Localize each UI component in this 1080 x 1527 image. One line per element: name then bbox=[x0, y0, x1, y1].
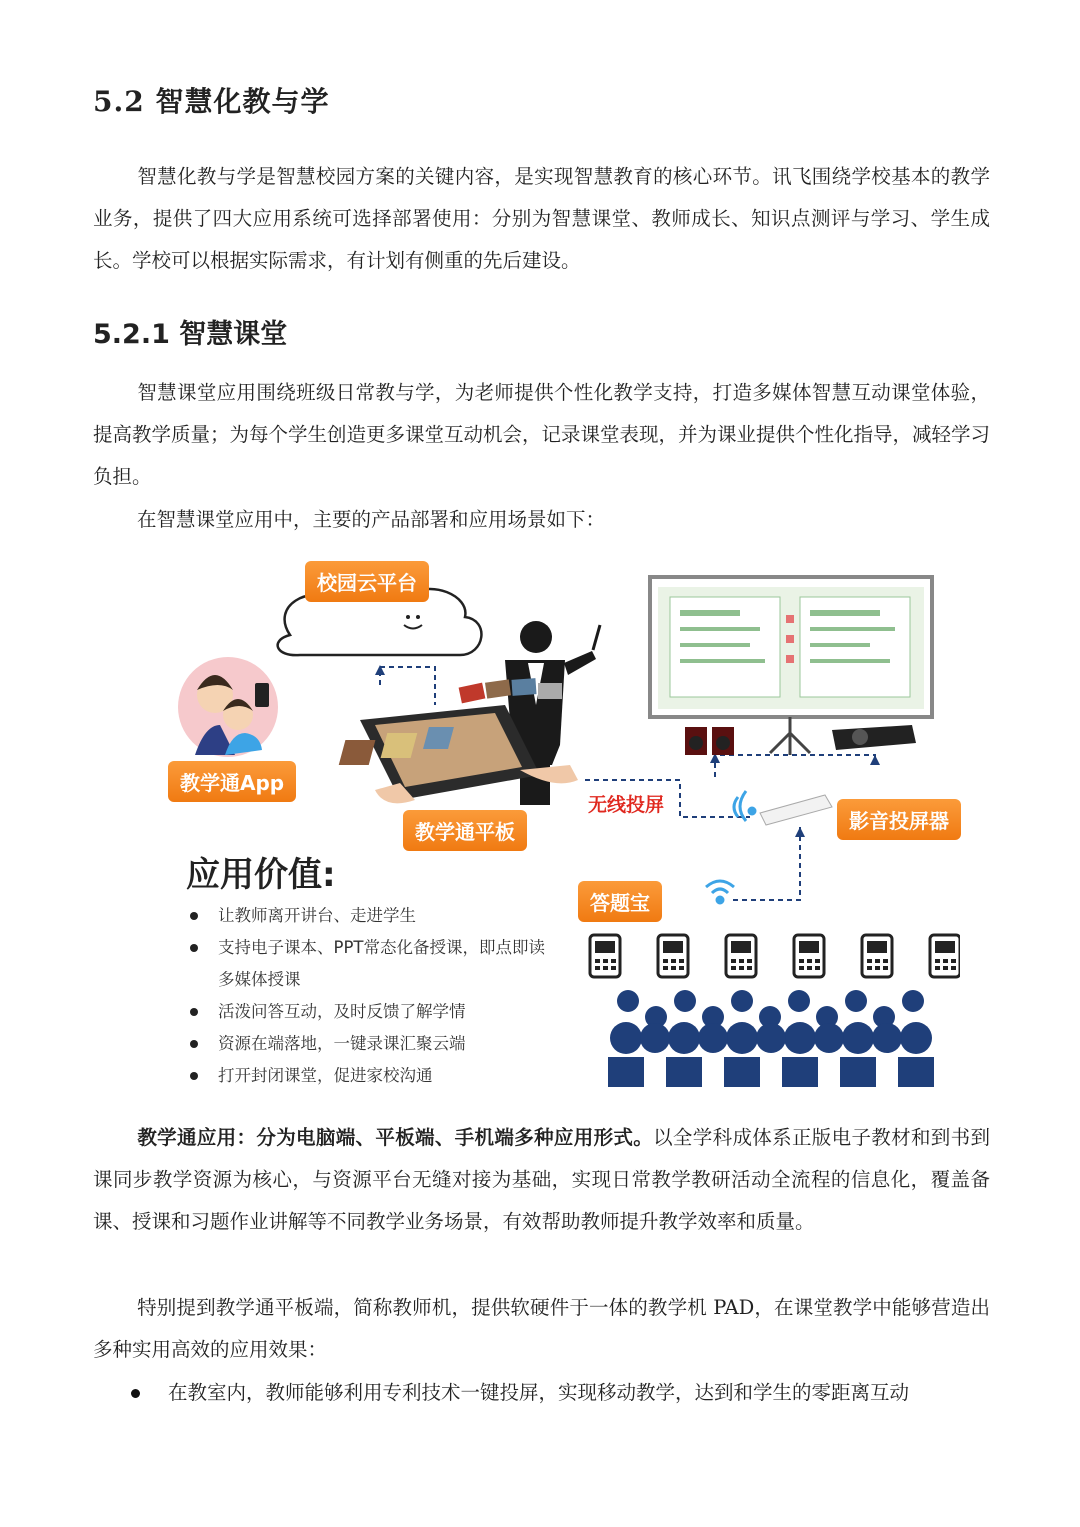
app-paragraph-text: 以全学科成体系正版电子教材和到书到课同步教学资源为核心，与资源平台无缝对接为基础，实现日常教学教研活动全流程的信息化，覆盖备课、授课和习题作业讲解等不同教学业务场景，有效帮助教师提升教学效率和质量。 bbox=[93, 1126, 990, 1233]
value-item: 资源在端落地，一键录课汇聚云端 bbox=[188, 1028, 548, 1060]
tablet-tag: 教学通平板 bbox=[403, 810, 527, 851]
speaker-icon bbox=[685, 727, 734, 755]
bullet-item bbox=[131, 1372, 991, 1414]
answer-device-row bbox=[590, 935, 960, 977]
deployment-figure bbox=[160, 555, 960, 1095]
deployment-intro-text: 在智慧课堂应用中，主要的产品部署和应用场景如下： bbox=[137, 508, 606, 531]
arrow-up-icon bbox=[795, 827, 805, 837]
answer-device-icon bbox=[862, 935, 892, 977]
students-icon bbox=[608, 990, 934, 1087]
answer-device-icon bbox=[658, 935, 688, 977]
answer-device-icon bbox=[794, 935, 824, 977]
answer-device-icon bbox=[590, 935, 620, 977]
app-tag: 教学通App bbox=[168, 761, 296, 802]
projector-icon bbox=[832, 725, 916, 750]
classroom-paragraph bbox=[93, 372, 990, 498]
tablet-paragraph bbox=[93, 1287, 990, 1371]
tablet-paragraph-text: 特别提到教学通平板端，简称教师机，提供软硬件于一体的教学机 PAD，在课堂教学中能够营造出多种实用高效的应用效果： bbox=[93, 1296, 990, 1361]
intro-paragraph bbox=[93, 156, 990, 282]
answer-device-icon bbox=[930, 935, 960, 977]
intro-paragraph-text: 智慧化教与学是智慧校园方案的关键内容，是实现智慧教育的核心环节。讯飞围绕学校基本的教学业务，提供了四大应用系统可选择部署使用：分别为智慧课堂、教师成长、知识点测评与学习、学生成长。学校可以根据实际需求，有计划有侧重的先后建设。 bbox=[93, 165, 990, 272]
subsection-title: 5.2.1 智慧课堂 bbox=[93, 319, 288, 350]
app-paragraph bbox=[93, 1117, 990, 1243]
value-item: 支持电子课本、PPT常态化备授课，即点即读多媒体授课 bbox=[188, 932, 548, 996]
bullet-dot-icon bbox=[131, 1389, 140, 1398]
arrow-up-icon bbox=[870, 755, 880, 765]
wifi-icon bbox=[706, 881, 734, 903]
wireless-label: 无线投屏 bbox=[588, 794, 665, 816]
bullet-item-text: 在教室内，教师能够利用专利技术一键投屏，实现移动教学，达到和学生的零距离互动 bbox=[168, 1381, 910, 1404]
projector-tag: 影音投屏器 bbox=[837, 799, 961, 840]
value-item: 打开封闭课堂，促进家校沟通 bbox=[188, 1060, 548, 1092]
classroom-paragraph-text: 智慧课堂应用围绕班级日常教与学，为老师提供个性化教学支持，打造多媒体智慧互动课堂体验，提高教学质量；为每个学生创造更多课堂互动机会，记录课堂表现，并为课业提供个性化指导，减轻学习负担。 bbox=[93, 381, 991, 488]
value-item: 活泼问答互动，及时反馈了解学情 bbox=[188, 996, 548, 1028]
answer-device-icon bbox=[726, 935, 756, 977]
section-title: 5.2 智慧化教与学 bbox=[93, 85, 330, 118]
cloud-platform-tag: 校园云平台 bbox=[305, 561, 429, 602]
parent-child-avatar-icon bbox=[178, 657, 278, 757]
wifi-icon bbox=[734, 791, 755, 821]
answer-device-tag: 答题宝 bbox=[578, 881, 662, 922]
value-item: 让教师离开讲台、走进学生 bbox=[188, 900, 548, 932]
value-list bbox=[188, 900, 548, 1092]
app-paragraph-lead: 教学通应用：分为电脑端、平板端、手机端多种应用形式。 bbox=[137, 1126, 654, 1149]
deployment-intro bbox=[93, 499, 990, 541]
screen-dongle-icon bbox=[760, 795, 832, 825]
value-title: 应用价值: bbox=[186, 855, 336, 895]
